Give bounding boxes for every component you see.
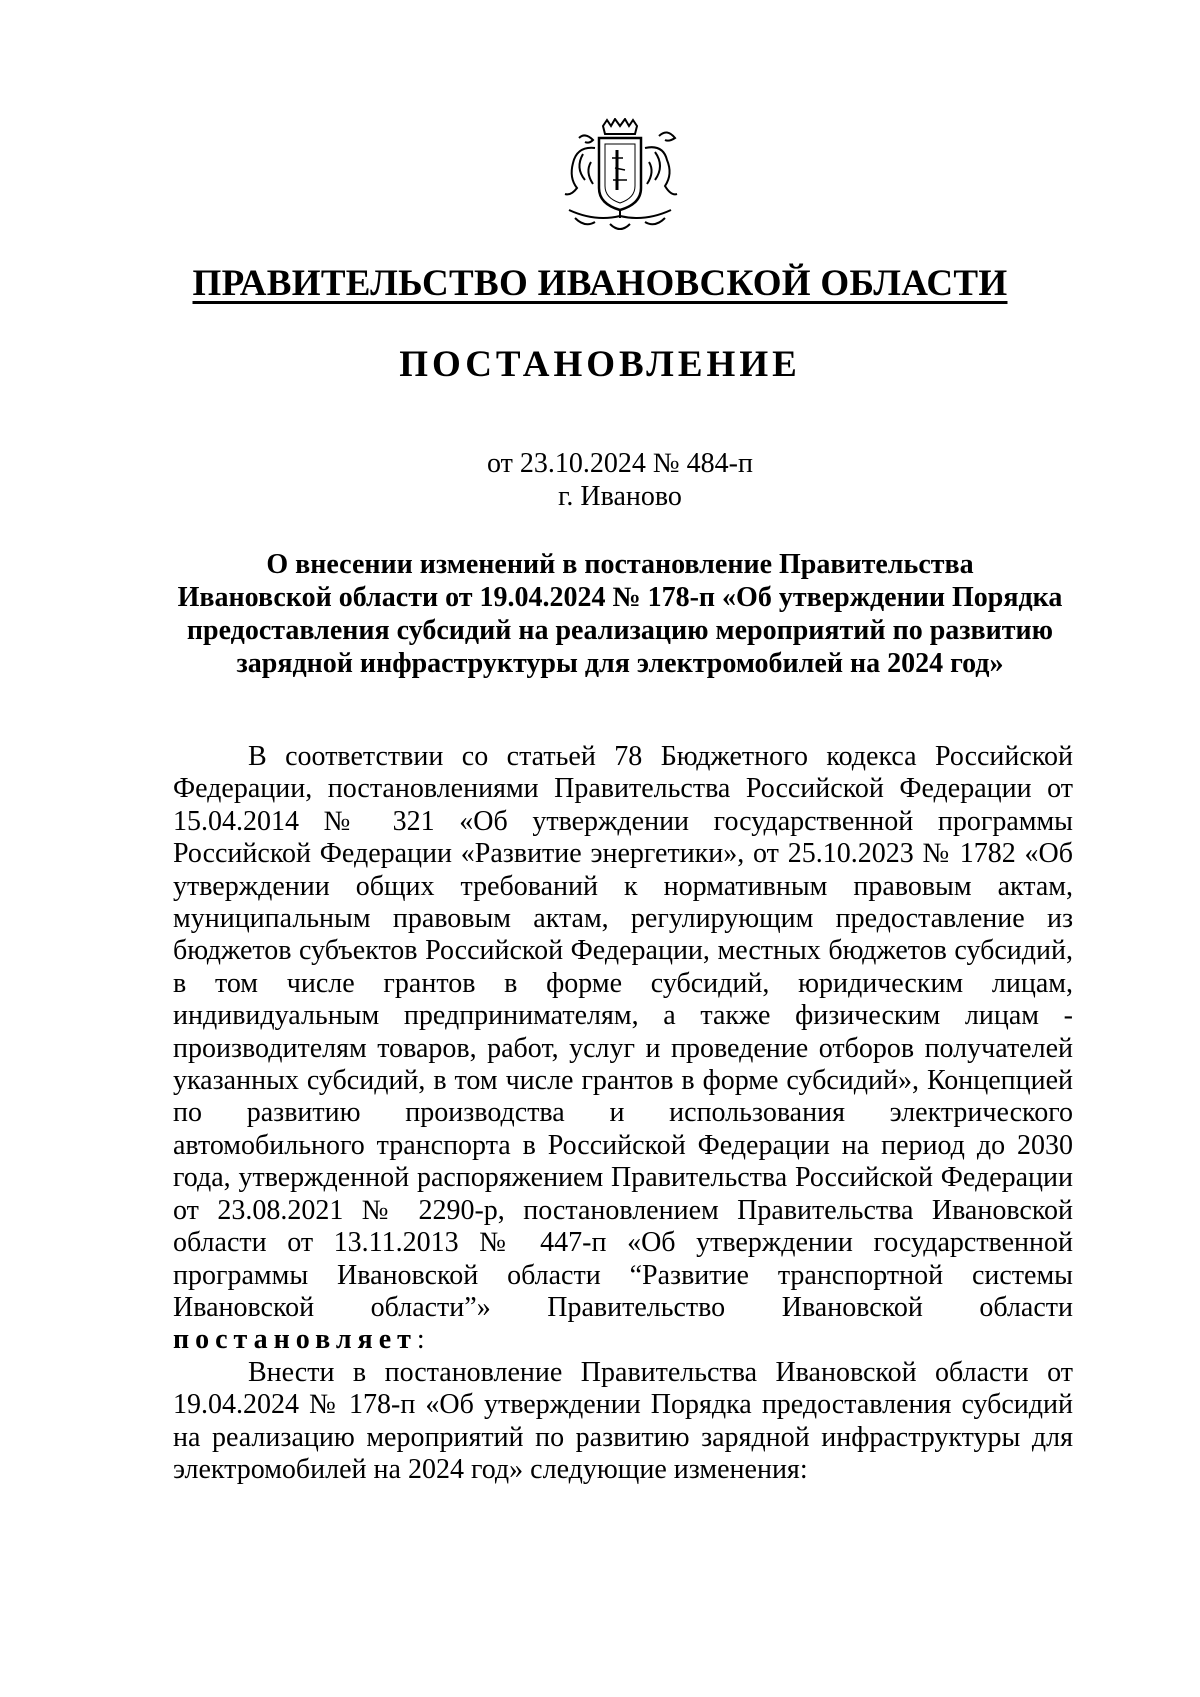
coat-of-arms-icon	[555, 118, 685, 238]
document-type: ПОСТАНОВЛЕНИЕ	[399, 344, 801, 385]
preamble-colon: :	[416, 1324, 425, 1356]
resolves-word: постановляет	[173, 1324, 417, 1356]
organization-name: ПРАВИТЕЛЬСТВО ИВАНОВСКОЙ ОБЛАСТИ	[192, 263, 1008, 304]
date-number: от 23.10.2024 № 484-п	[487, 448, 753, 479]
document-body	[173, 741, 1073, 1486]
document-title	[160, 548, 1080, 680]
amendment-paragraph: Внести в постановление Правительства Ивановской области от 19.04.2024 № 178-п «Об утверждении Порядка предоставления субсидий на реализацию мероприятий по развитию зарядной инфраструктуры для электромобилей на 2024 год» следующие изменения:	[173, 1356, 1073, 1485]
title-line: О внесении изменений в постановление Правительства	[266, 549, 974, 580]
title-line: Ивановской области от 19.04.2024 № 178-п «Об утверждении Порядка	[177, 582, 1063, 613]
document-meta	[0, 447, 1200, 513]
title-line: предоставления субсидий на реализацию мероприятий по развитию	[186, 615, 1054, 646]
title-line: зарядной инфраструктуры для электромобилей на 2024 год»	[236, 648, 1004, 679]
coat-of-arms-graphic	[555, 118, 685, 238]
preamble-text: В соответствии со статьей 78 Бюджетного кодекса Российской Федерации, постановлениями Правительства Российской Федерации от 15.04.2014 № 321 «Об утверждении государственной программы Российской Федерации «Развитие энергетики», от 25.10.2023 № 1782 «Об утверждении общих требований к нормативным правовым актам, муниципальным правовым актам, регулирующим предоставление из бюджетов субъектов Российской Федерации, местных бюджетов субсидий, в том числе грантов в форме субсидий, юридическим лицам, индивидуальным предпринимателям, а также физическим лицам - производителям товаров, работ, услуг и проведение отборов получателей указанных субсидий, в том числе грантов в форме субсидий», Концепцией по развитию производства и использования электрического автомобильного транспорта в Российской Федерации на период до 2030 года, утвержденной распоряжением Правительства Российской Федерации от 23.08.2021 № 2290-р, постановлением Правительства Ивановской области от 13.11.2013 № 447-п «Об утверждении государственной программы Ивановской области “Развитие транспортной системы Ивановской области”» Правительство Ивановской области	[173, 741, 1073, 1323]
city: г. Иваново	[558, 481, 682, 512]
preamble-paragraph	[173, 741, 1073, 1357]
